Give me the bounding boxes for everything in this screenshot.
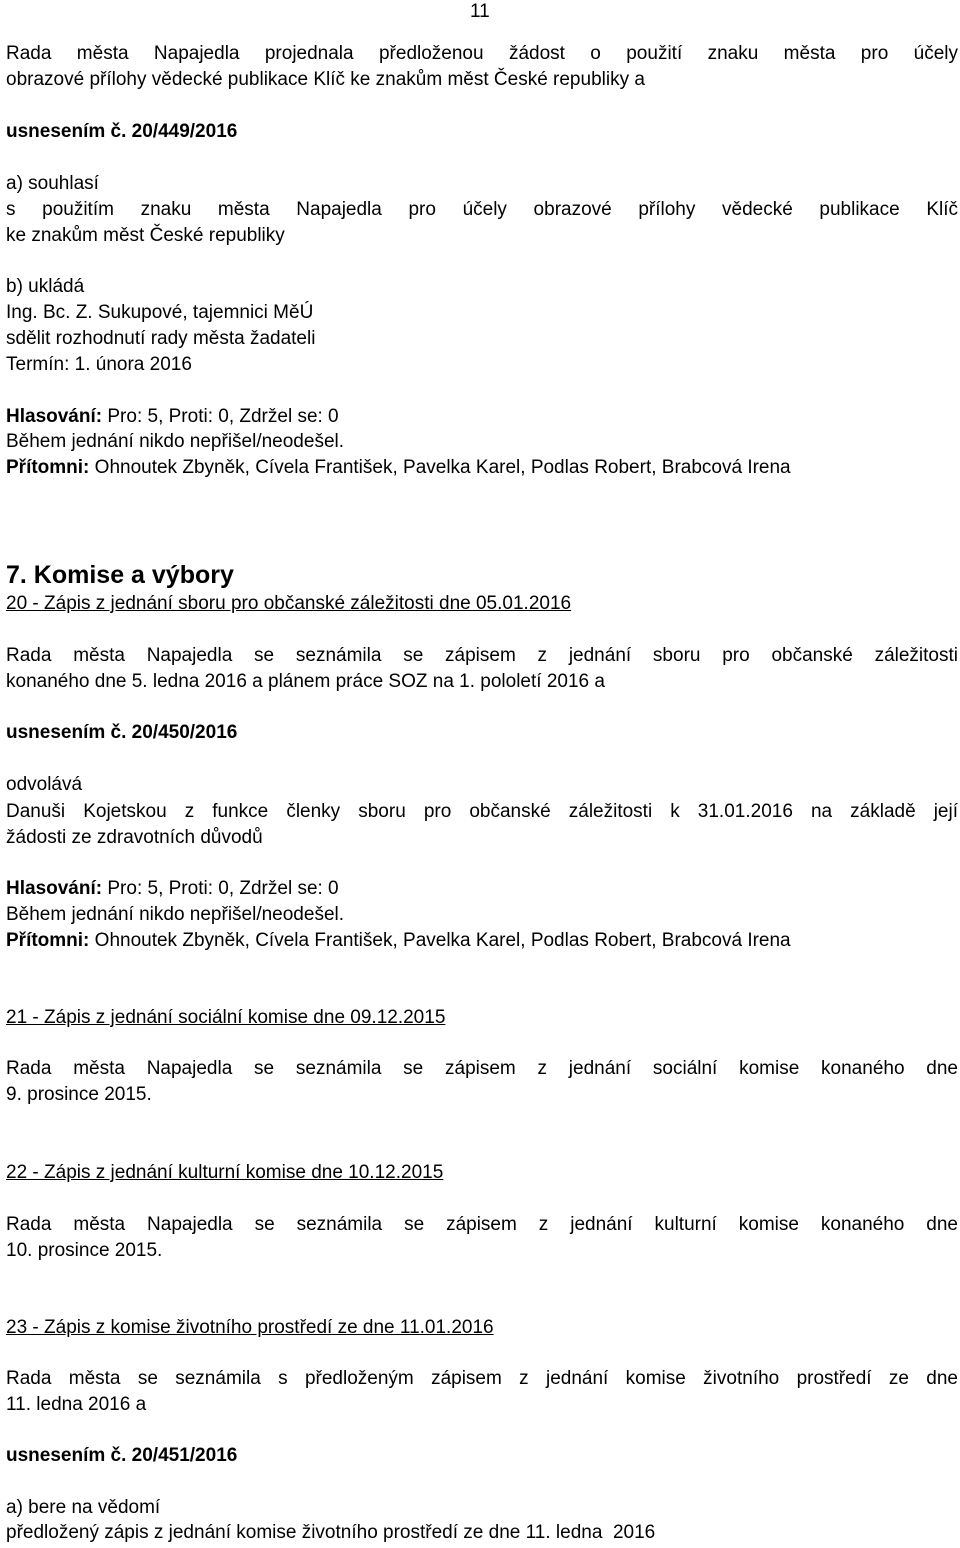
paragraph-line: 11. ledna 2016 a <box>6 1394 147 1415</box>
present-label: Přítomni: <box>6 930 90 951</box>
paragraph-line: konaného dne 5. ledna 2016 a plánem práce SOZ na 1. pololetí 2016 a <box>6 671 605 692</box>
voting-result <box>6 876 339 902</box>
paragraph-line: Rada města Napajedla se seznámila se zápisem z jednání sociální komise konaného dne <box>6 1058 958 1079</box>
agenda-item-title: 23 - Zápis z komise životního prostředí ze dne 11.01.2016 <box>6 1317 494 1338</box>
resolution-point-label: odvolává <box>6 774 83 795</box>
attendance-note: Během jednání nikdo nepřišel/neodešel. <box>6 431 345 452</box>
paragraph-line: žádosti ze zdravotních důvodů <box>6 827 263 848</box>
deadline: Termín: 1. února 2016 <box>6 354 192 375</box>
paragraph-line: 10. prosince 2015. <box>6 1240 163 1261</box>
resolution-number: usnesením č. 20/450/2016 <box>6 722 238 743</box>
resolution-number: usnesením č. 20/449/2016 <box>6 121 238 142</box>
present-members <box>6 455 791 481</box>
resolution-number: usnesením č. 20/451/2016 <box>6 1445 238 1466</box>
paragraph-line: 9. prosince 2015. <box>6 1084 152 1105</box>
present-label: Přítomni: <box>6 457 90 478</box>
page-number: 11 <box>470 1 490 22</box>
voting-values: Pro: 5, Proti: 0, Zdržel se: 0 <box>102 406 339 427</box>
paragraph-line: s použitím znaku města Napajedla pro účely obrazové přílohy vědecké publikace Klíč <box>6 199 958 220</box>
present-names: Ohnoutek Zbyněk, Cívela František, Pavelka Karel, Podlas Robert, Brabcová Irena <box>89 930 791 951</box>
paragraph-line: ke znakům měst České republiky <box>6 225 285 246</box>
paragraph-line: Danuši Kojetskou z funkce členky sboru pro občanské záležitosti k 31.01.2016 na základě její <box>6 801 958 822</box>
agenda-item-title: 20 - Zápis z jednání sboru pro občanské záležitosti dne 05.01.2016 <box>6 593 572 614</box>
voting-values: Pro: 5, Proti: 0, Zdržel se: 0 <box>102 878 339 899</box>
paragraph-line: Rada města se seznámila s předloženým zápisem z jednání komise životního prostředí ze dne <box>6 1368 958 1389</box>
agenda-item-title: 22 - Zápis z jednání kulturní komise dne 10.12.2015 <box>6 1162 444 1183</box>
resolution-point-label: b) ukládá <box>6 276 85 297</box>
task-text: sdělit rozhodnutí rady města žadateli <box>6 328 316 349</box>
section-heading: 7. Komise a výbory <box>6 561 234 589</box>
paragraph-line: obrazové přílohy vědecké publikace Klíč ke znakům měst České republiky a <box>6 69 645 90</box>
voting-label: Hlasování: <box>6 878 103 899</box>
present-members <box>6 928 791 954</box>
paragraph-line: Rada města Napajedla projednala předloženou žádost o použití znaku města pro účely <box>6 43 958 64</box>
resolution-point-label: a) souhlasí <box>6 173 99 194</box>
agenda-item-title: 21 - Zápis z jednání sociální komise dne 09.12.2015 <box>6 1007 446 1028</box>
paragraph-line: předložený zápis z jednání komise životního prostředí ze dne 11. ledna 2016 <box>6 1522 656 1543</box>
paragraph-line: Rada města Napajedla se seznámila se zápisem z jednání kulturní komise konaného dne <box>6 1214 958 1235</box>
present-names: Ohnoutek Zbyněk, Cívela František, Pavelka Karel, Podlas Robert, Brabcová Irena <box>89 457 791 478</box>
voting-result <box>6 404 339 430</box>
resolution-point-label: a) bere na vědomí <box>6 1497 161 1518</box>
paragraph-line: Rada města Napajedla se seznámila se zápisem z jednání sboru pro občanské záležitosti <box>6 645 958 666</box>
responsible-person: Ing. Bc. Z. Sukupové, tajemnici MěÚ <box>6 302 314 323</box>
attendance-note: Během jednání nikdo nepřišel/neodešel. <box>6 904 345 925</box>
voting-label: Hlasování: <box>6 406 103 427</box>
